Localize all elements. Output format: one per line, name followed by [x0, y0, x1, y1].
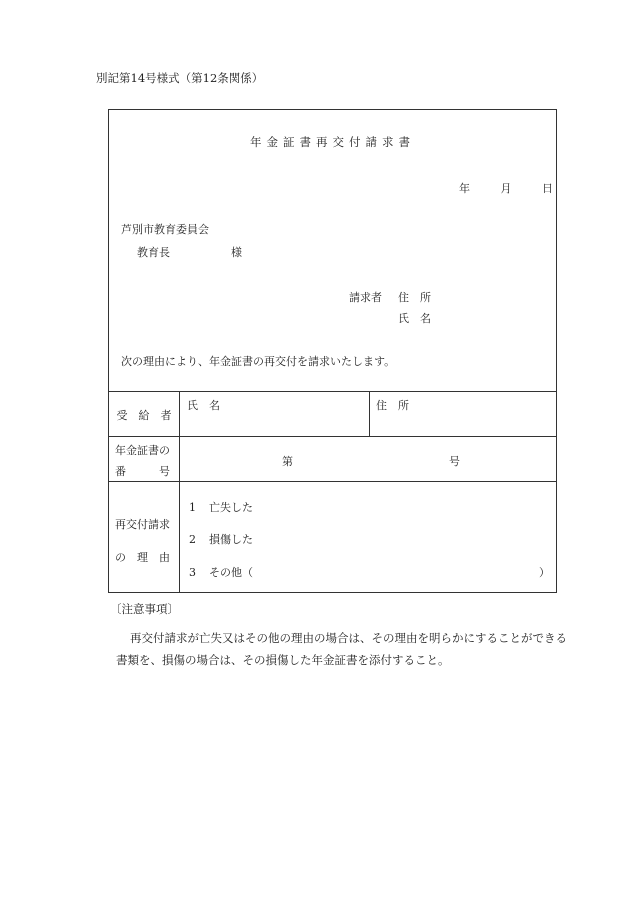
recipient-name-field[interactable]: 氏 名: [187, 399, 220, 412]
reason-text: 損傷した: [209, 533, 253, 546]
date-year-label: 年: [459, 182, 470, 195]
date-month-label: 月: [500, 182, 512, 195]
reason-label-2: の 理 由: [115, 551, 170, 564]
reason-option-1[interactable]: [189, 499, 253, 515]
notes-heading: 〔注意事項〕: [110, 602, 179, 616]
reason-text: 亡失した: [209, 501, 253, 514]
notes-body: 再交付請求が亡失又はその他の理由の場合は、その理由を明らかにすることができる書類を、損傷の場合は、その損傷した年金証書を添付すること。: [116, 631, 567, 667]
honorific: 様: [231, 246, 242, 259]
form-frame: [108, 109, 557, 593]
recipient-label: 受 給 者: [116, 409, 172, 422]
column-divider: [179, 391, 180, 593]
reason-option-3[interactable]: [189, 564, 253, 580]
reason-number: 3: [189, 566, 196, 579]
cert-number-label-2: 番 号: [115, 465, 170, 478]
request-statement: 次の理由により、年金証書の再交付を請求いたします。: [121, 355, 396, 368]
cert-number-suffix: 号: [449, 455, 460, 468]
requester-name-label: 氏 名: [398, 312, 431, 325]
divider: [109, 481, 556, 482]
reason-text: その他（: [209, 566, 253, 579]
form-identifier: 別記第14号様式（第12条関係）: [96, 71, 264, 85]
addressee: 芦別市教育委員会: [121, 223, 209, 236]
divider: [109, 436, 556, 437]
recipient-address-field[interactable]: 住 所: [376, 399, 409, 412]
cert-number-prefix[interactable]: 第: [282, 455, 293, 468]
reason-number: 1: [189, 501, 196, 514]
column-divider: [369, 391, 370, 436]
cert-number-label: 年金証書の: [115, 444, 170, 457]
reason-label: 再交付請求: [115, 518, 170, 531]
requester-address-label: 住 所: [398, 291, 431, 304]
form-title: 年金証書再交付請求書: [250, 135, 415, 149]
divider: [109, 391, 556, 392]
date-day-label: 日: [542, 182, 553, 195]
reason-number: 2: [189, 533, 196, 546]
reason-option-2[interactable]: [189, 531, 253, 547]
addressee-position: 教育長: [137, 246, 170, 259]
date-line: [459, 180, 553, 196]
requester-label: 請求者: [349, 291, 382, 304]
reason-other-close-paren: ）: [539, 566, 550, 579]
